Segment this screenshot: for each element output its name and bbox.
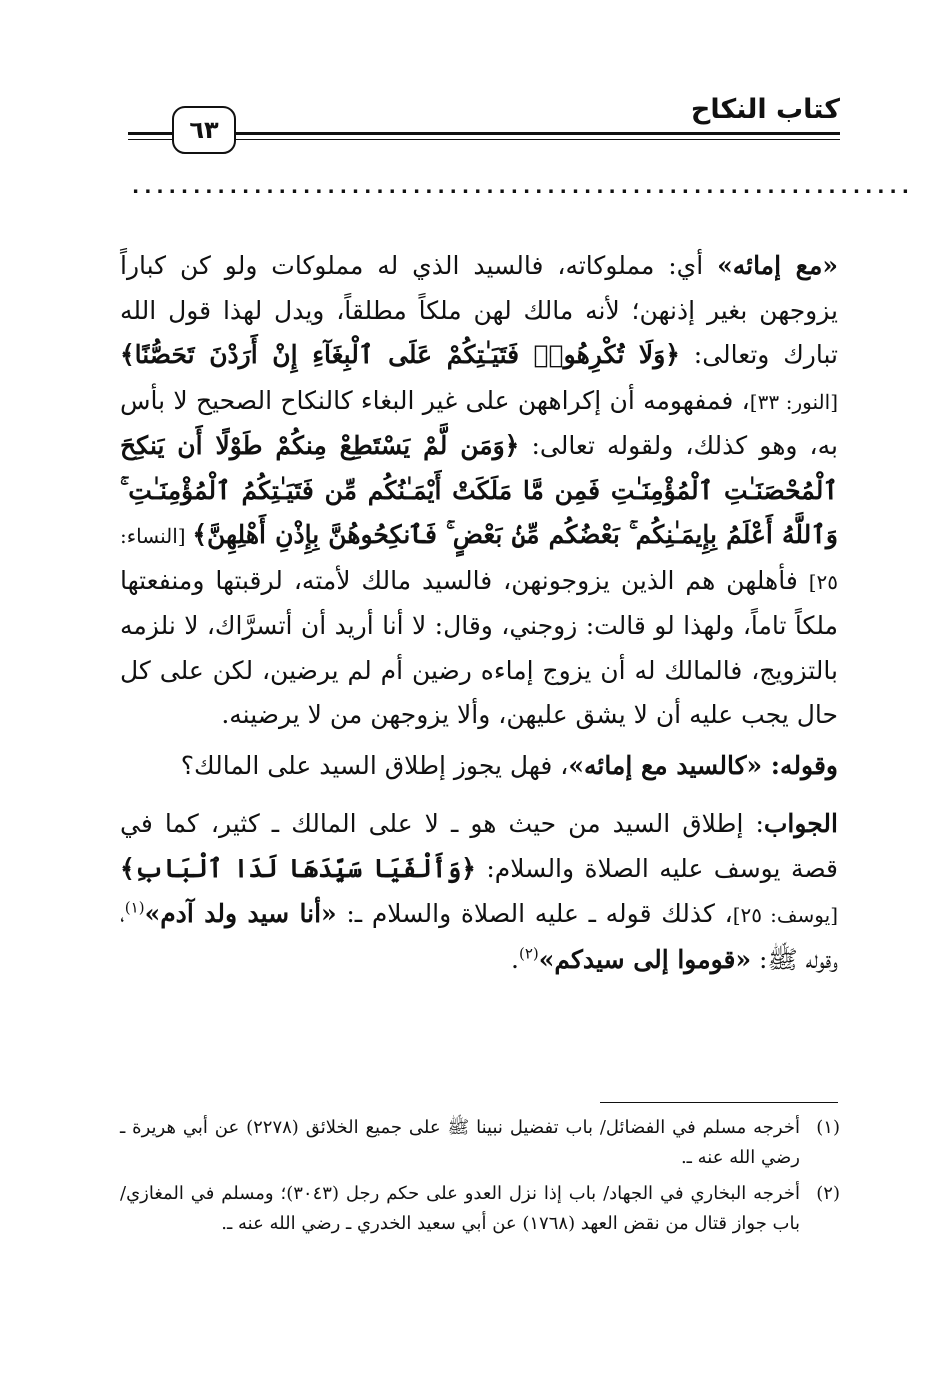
question-label: وقوله: «كالسيد مع إمائه» [568,750,838,780]
quran-verse: ﴿وَأَلْفَيَا سَيِّدَهَا لَدَا ٱلْبَابِ﴾ [120,853,476,883]
text-segment: أي: مملوكاته، فالسيد الذي له مملوكات ولو كن كباراً يزوجهن بغير إذنهن؛ لأنه مالك لهن ملكاً مطلقاً، ويدل لهذا قول الله تبارك وتعالى: [120,251,839,369]
paragraph-3 [120,802,838,982]
answer-label: الجواب [763,809,838,838]
dotted-separator: ................................................................ [132,176,914,198]
hadith-quote: «أنا سيد ولد آدم» [144,899,337,928]
verse-reference: [النور: ٣٣] [749,389,839,414]
footnote-text: أخرجه مسلم في الفضائل/ باب تفضيل نبينا ﷺ على جميع الخلائق (٢٢٧٨) عن أبي هريرة ـ رضي الله عنه ـ. [120,1117,800,1168]
text-segment: : إطلاق السيد من حيث هو ـ لا على المالك ـ كثير، كما في قصة يوسف عليه الصلاة والسلام: [120,809,838,883]
quran-verse: ﴿وَمَن لَّمْ يَسْتَطِعْ مِنكُمْ طَوْلًا أَن يَنكِحَ ٱلْمُحْصَنَـٰتِ ٱلْمُؤْمِنَـٰتِ فَمِن مَّا مَلَكَتْ أَيْمَـٰنُكُم مِّن فَتَيَـٰتِكُمُ ٱلْمُؤْمِنَـٰتِ ۚ وَٱللَّهُ أَعْلَمُ بِإِيمَـٰنِكُم ۚ بَعْضُكُم مِّنۢ بَعْضٍ ۚ فَٱنكِحُوهُنَّ بِإِذْنِ أَهْلِهِنَّ﴾ [120,431,838,549]
footnote-divider [600,1102,838,1103]
footnote-text: أخرجه البخاري في الجهاد/ باب إذا نزل العدو على حكم رجل (٣٠٤٣)؛ ومسلم في المغازي/ باب جواز قتال من نقض العهد (١٧٦٨) عن أبي سعيد الخدري ـ رضي الله عنه ـ. [120,1183,800,1234]
footnote-item [120,1179,840,1239]
footnotes [120,1113,840,1245]
footnote-marker[interactable]: (١) [124,898,145,917]
text-segment: ، كذلك قوله ـ عليه الصلاة والسلام ـ: [336,899,733,928]
text-segment: فأهلهن هم الذين يزوجونهن، فالسيد مالك لأمته، لرقبتها ومنفعتها ملكاً تاماً، ولهذا لو قالت: زوجني، وقال: لا أنا أريد أن أتسرَّاك، لا نلزمه بالتزويج، فالمالك له أن يزوج إماءه رضين أم لم يرضين، لكن على كل حال يجب عليه أن لا يشق عليهن، وألا يزوجهن من لا يرضينه. [120,565,838,729]
footnote-item [120,1113,840,1173]
paragraph-2 [120,744,838,789]
text-segment: ، فمفهومه أن إكراههن على غير البغاء كالنكاح الصحيح لا بأس به، وهو كذلك، ولقوله تعالى: [120,385,838,460]
verse-reference: [النساء: ٢٥] [120,524,838,594]
header-rule-right [234,132,840,140]
verse-reference: [يوسف: ٢٥] [732,903,839,927]
book-title: كتاب النكاح [690,94,840,125]
text-segment: . [511,944,519,974]
quran-verse: ﴿وَلَا تُكْرِهُوا۟ فَتَيَـٰتِكُمْ عَلَى ٱلْبِغَآءِ إِنْ أَرَدْنَ تَحَصُّنًا﴾ [120,340,680,369]
hadith-quote: «قوموا إلى سيدكم» [538,944,752,974]
footnote-marker[interactable]: (٢) [518,944,539,963]
footnote-number: (٢) [816,1183,840,1204]
quoted-phrase: «مع إمائه» [717,251,838,280]
text-segment: ، وقوله ﷺ: [120,899,838,974]
page-number: ٦٣ [172,106,236,154]
footnote-number: (١) [816,1117,840,1138]
text-segment: ، فهل يجوز إطلاق السيد على المالك؟ [180,750,569,780]
paragraph-1 [120,244,838,738]
page-header [126,92,840,154]
header-rule-left [128,132,172,140]
main-text [120,244,838,982]
